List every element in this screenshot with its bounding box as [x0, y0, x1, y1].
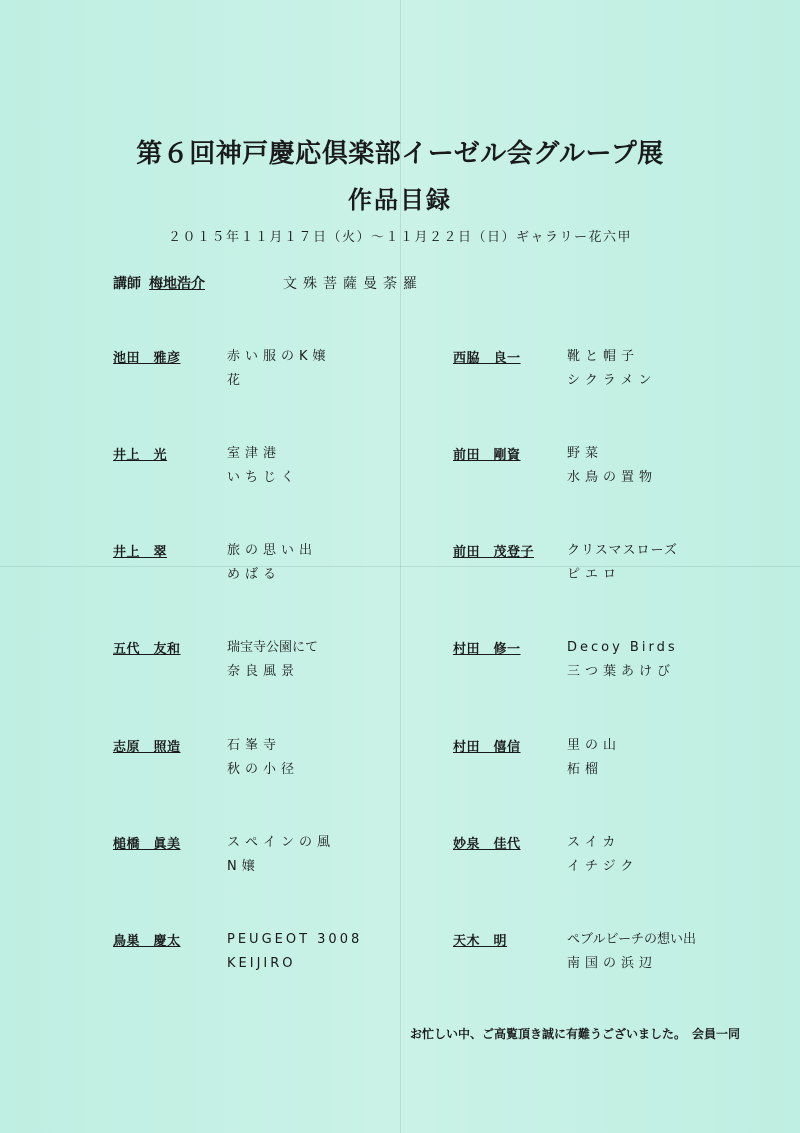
artist-name: 鳥巣 慶太: [113, 934, 181, 949]
artist-entry: [113, 736, 453, 796]
artwork-list: [567, 638, 678, 686]
exhibition-dateline: ２０１５年１１月１７日（火）～１１月２２日（日）ギャラリー花六甲: [167, 230, 632, 245]
artwork-list: [567, 833, 638, 881]
artwork-title: 三つ葉あけび: [567, 664, 676, 679]
artist-name: 志原 照造: [113, 740, 181, 755]
artwork-title: イチジク: [567, 859, 639, 874]
artwork-title: PEUGEOT 3008: [227, 932, 363, 947]
artwork-title: Decoy Birds: [567, 640, 678, 655]
artwork-list: [227, 347, 331, 395]
artwork-title: 花: [227, 373, 246, 388]
artwork-title: 野菜: [567, 446, 604, 461]
artwork-title: 南国の浜辺: [567, 956, 658, 971]
artist-entry: [453, 736, 793, 796]
artwork-title: 奈良風景: [227, 664, 300, 679]
artwork-title: 赤い服のK嬢: [227, 349, 331, 364]
artist-name: 井上 翠: [113, 545, 168, 560]
artwork-title: ペブルビーチの想い出: [567, 932, 696, 947]
artist-name: 天木 明: [453, 934, 508, 949]
artwork-title: 秋の小径: [227, 762, 300, 777]
artist-name: 池田 雅彦: [113, 351, 181, 366]
artwork-title: めばる: [227, 567, 282, 582]
artwork-list: [227, 736, 299, 784]
artwork-list: [227, 930, 362, 978]
artist-entry: [453, 638, 793, 698]
artist-entry: [113, 930, 453, 990]
artwork-list: [567, 444, 657, 492]
lecturer-work: 文殊菩薩曼荼羅: [283, 276, 423, 292]
artist-entry: [113, 444, 453, 504]
artwork-list: [227, 638, 318, 686]
artist-name: 西脇 良一: [453, 351, 521, 366]
artwork-title: N嬢: [227, 859, 260, 874]
artwork-list: [567, 930, 696, 978]
artwork-list: [227, 833, 335, 881]
artist-name: 村田 僖信: [453, 740, 521, 755]
artwork-title: スイカ: [567, 835, 621, 850]
artist-entry: [113, 541, 453, 601]
artwork-title: シクラメン: [567, 373, 657, 388]
page-subtitle: 作品目録: [348, 185, 452, 214]
page-title: 第６回神戸慶応倶楽部イーゼル会グループ展: [136, 139, 664, 169]
artwork-title: いちじく: [227, 470, 300, 485]
artwork-title: 里の山: [567, 738, 622, 753]
artwork-list: [567, 347, 656, 395]
artwork-list: [227, 541, 317, 589]
artwork-list: [567, 541, 678, 589]
artist-entry: [453, 347, 793, 407]
artwork-title: ピエロ: [567, 567, 622, 582]
artwork-title: クリスマスローズ: [567, 543, 678, 558]
artist-entry: [113, 638, 453, 698]
artist-name: 前田 茂登子: [453, 545, 535, 560]
artist-name: 槌橋 眞美: [113, 837, 181, 852]
artwork-title: 水鳥の置物: [567, 470, 658, 485]
artist-name: 前田 剛資: [453, 448, 521, 463]
artist-entry: [453, 833, 793, 893]
artist-entry: [453, 930, 793, 990]
artwork-title: 瑞宝寺公園にて: [227, 640, 319, 655]
artwork-title: 靴と帽子: [567, 349, 640, 364]
lecturer-role: 講師: [113, 276, 141, 292]
artwork-title: 石峯寺: [227, 738, 282, 753]
artist-name: 井上 光: [113, 448, 168, 463]
artist-name: 村田 修一: [453, 642, 521, 657]
artist-entry: [453, 541, 793, 601]
artist-entry: [113, 833, 453, 893]
artist-entry: [453, 444, 793, 504]
artwork-title: 旅の思い出: [227, 543, 318, 558]
lecturer-row: [113, 273, 423, 293]
artwork-title: 柘榴: [567, 762, 604, 777]
artist-name: 妙泉 佳代: [453, 837, 521, 852]
artwork-list: [567, 736, 621, 784]
artwork-list: [227, 444, 299, 492]
artwork-title: 室津港: [227, 446, 282, 461]
closing-remark: お忙しい中、ご高覧頂き誠に有難うございました。 会員一同: [409, 1027, 740, 1041]
artist-name: 五代 友和: [113, 642, 181, 657]
artwork-title: KEIJIRO: [227, 956, 296, 971]
artist-entry: [113, 347, 453, 407]
lecturer-name: 梅地浩介: [149, 276, 205, 292]
artwork-title: スペインの風: [227, 835, 336, 850]
